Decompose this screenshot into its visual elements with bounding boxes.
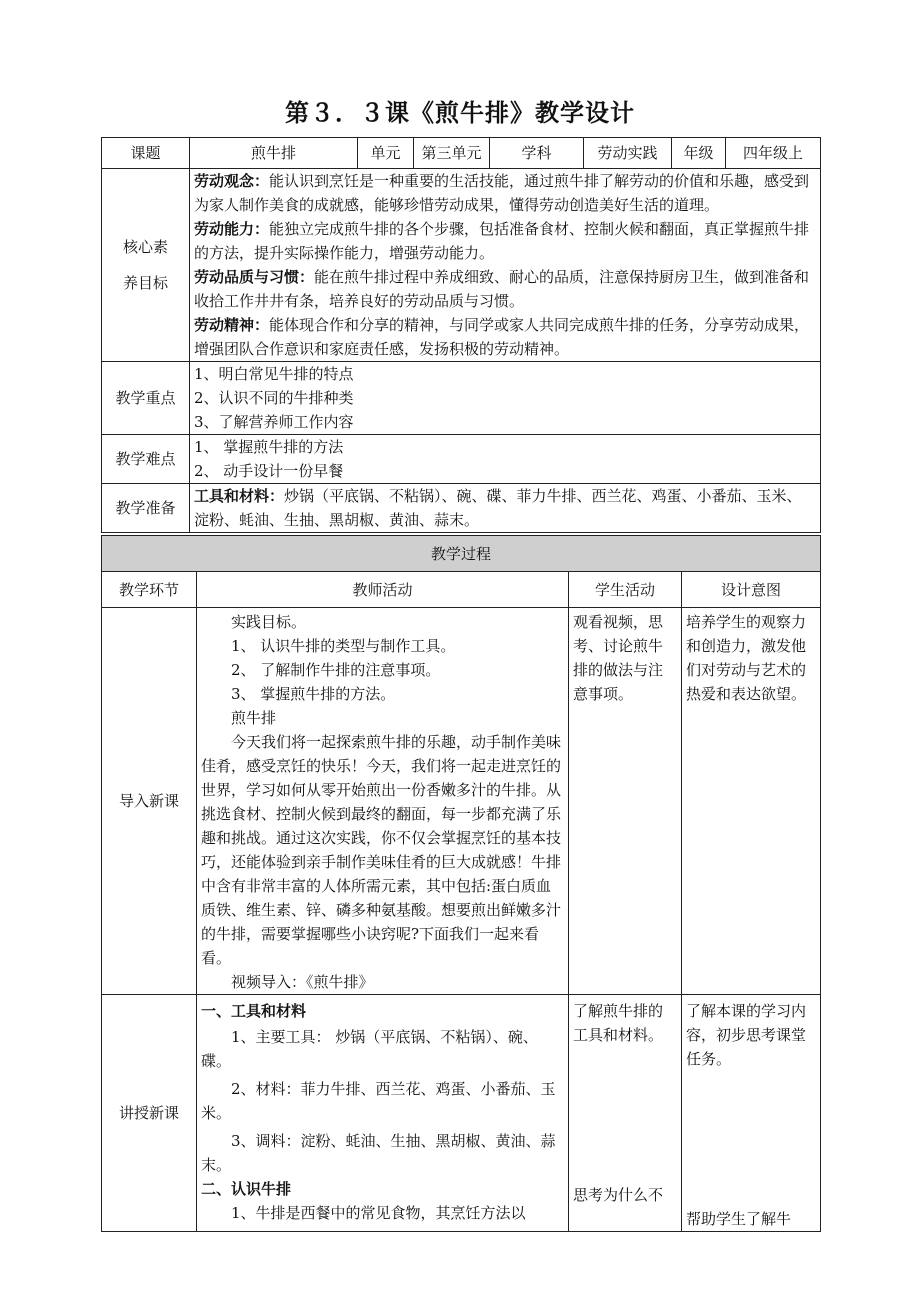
lecture-intent-text: 了解本课的学习内容，初步思考课堂任务。 [686,1002,807,1068]
intro-text: 今天我们将一起探索煎牛排的乐趣，动手制作美味佳肴，感受烹饪的快乐！今天，我们将一起走进烹饪的世界，学习如何从零开始煎出一份香嫩多汁的牛排。从挑选食材、控制火候到最终的翻面，每一步都充满了乐趣和挑战。通过这次实践，你不仅会掌握烹饪的基本技巧，还能体验到亲手制作美味佳肴的巨大成就感！牛排中含有非常丰富的人体所需元素，其中包括:蛋白质血质铁、维生素、锌、磷多种氨基酸。想要煎出鲜嫩多汁的牛排，需要掌握哪些小诀窍呢?下面我们一起来看看。 [201,733,562,967]
key-point-item: 1、明白常见牛排的特点 [194,365,354,383]
lecture-row [102,995,821,1232]
difficulties-content [190,435,821,484]
prep-row [102,484,821,533]
grade-value: 四年级上 [726,138,821,169]
goal-item: 劳动精神：能体现合作和分享的精神，与同学或家人共同完成煎牛排的任务，分享劳动成果，增强团队合作意识和家庭责任感，发扬积极的劳动精神。 [194,316,810,358]
page-title: 第３．３课《煎牛排》教学设计 [285,98,635,127]
lecture-stage: 讲授新课 [102,995,197,1232]
key-points-content [190,362,821,435]
intro-text: 2、 了解制作牛排的注意事项。 [231,661,441,679]
intro-student: 观看视频，思考、讨论煎牛排的做法与注意事项。 [569,608,682,995]
lecture-text: 1、牛排是西餐中的常见食物，其烹饪方法以 [231,1204,526,1222]
subject-label: 学科 [490,138,584,169]
lecture-student-text: 思考为什么不 [573,1186,664,1204]
intro-row [102,608,821,995]
process-table [101,535,821,1232]
goal-item: 劳动品质与习惯：能在煎牛排过程中养成细致、耐心的品质，注意保持厨房卫生，做到准备和收拾工作井井有条，培养良好的劳动品质与习惯。 [194,268,810,310]
key-points-row [102,362,821,435]
intro-stage: 导入新课 [102,608,197,995]
key-points-label: 教学重点 [102,362,190,435]
process-title-row [102,536,821,572]
intro-intent: 培养学生的观察力和创造力，激发他们对劳动与艺术的热爱和表达欲望。 [682,608,821,995]
subject-value: 劳动实践 [584,138,672,169]
prep-content [190,484,821,533]
core-goals-content [190,169,821,362]
intro-text: 视频导入：《煎牛排》 [231,973,374,991]
intro-text: 1、 认识牛排的类型与制作工具。 [231,637,456,655]
prep-head: 工具和材料： [194,487,285,505]
core-goals-row [102,169,821,362]
prep-text: 炒锅（平底锅、不粘锅）、碗、碟、菲力牛排、西兰花、鸡蛋、小番茄、玉米、淀粉、蚝油、生抽、黑胡椒、黄油、蒜末。 [194,487,802,529]
difficulty-item: 2、 动手设计一份早餐 [194,462,344,480]
lecture-intent-text: 帮助学生了解牛 [686,1210,792,1228]
info-table [101,137,821,533]
goal-item: 劳动观念：能认识到烹饪是一种重要的生活技能，通过煎牛排了解劳动的价值和乐趣，感受到为家人制作美食的成就感，能够珍惜劳动成果，懂得劳动创造美好生活的道理。 [194,172,810,214]
lecture-section-2: 二、认识牛排 [201,1180,292,1198]
difficulties-label: 教学难点 [102,435,190,484]
intro-text: 实践目标。 [231,613,307,631]
intro-teacher [197,608,569,995]
header-student: 学生活动 [569,572,682,608]
core-goals-label [102,169,190,362]
lecture-text: 3、调料：淀粉、蚝油、生抽、黑胡椒、黄油、蒜末。 [201,1132,556,1174]
prep-label: 教学准备 [102,484,190,533]
lecture-section-1: 一、工具和材料 [201,1002,307,1020]
lecture-text: 2、材料：菲力牛排、西兰花、鸡蛋、小番茄、玉米。 [201,1080,556,1122]
core-label-line1: 核心素 [122,238,168,256]
header-intent: 设计意图 [682,572,821,608]
info-row [102,138,821,169]
topic-value: 煎牛排 [190,138,358,169]
lecture-intent [682,995,821,1232]
key-point-item: 2、认识不同的牛排种类 [194,389,354,407]
lecture-teacher [197,995,569,1232]
goal-item: 劳动能力：能独立完成煎牛排的各个步骤，包括准备食材、控制火候和翻面，真正掌握煎牛排的方法，提升实际操作能力，增强劳动能力。 [194,220,810,262]
process-header-row [102,572,821,608]
unit-label: 单元 [358,138,414,169]
key-point-item: 3、了解营养师工作内容 [194,413,354,431]
intro-text: 3、 掌握煎牛排的方法。 [231,685,396,703]
difficulties-row [102,435,821,484]
lecture-student-text: 了解煎牛排的工具和材料。 [573,1002,664,1044]
intro-text: 煎牛排 [231,709,277,727]
header-stage: 教学环节 [102,572,197,608]
process-title: 教学过程 [102,536,821,572]
difficulty-item: 1、 掌握煎牛排的方法 [194,438,344,456]
lecture-text: 1、主要工具： 炒锅（平底锅、不粘锅）、碗、碟。 [201,1028,538,1070]
topic-label: 课题 [102,138,190,169]
header-teacher: 教师活动 [197,572,569,608]
grade-label: 年级 [672,138,726,169]
lecture-student [569,995,682,1232]
unit-value: 第三单元 [414,138,490,169]
core-label-line2: 养目标 [122,274,168,292]
